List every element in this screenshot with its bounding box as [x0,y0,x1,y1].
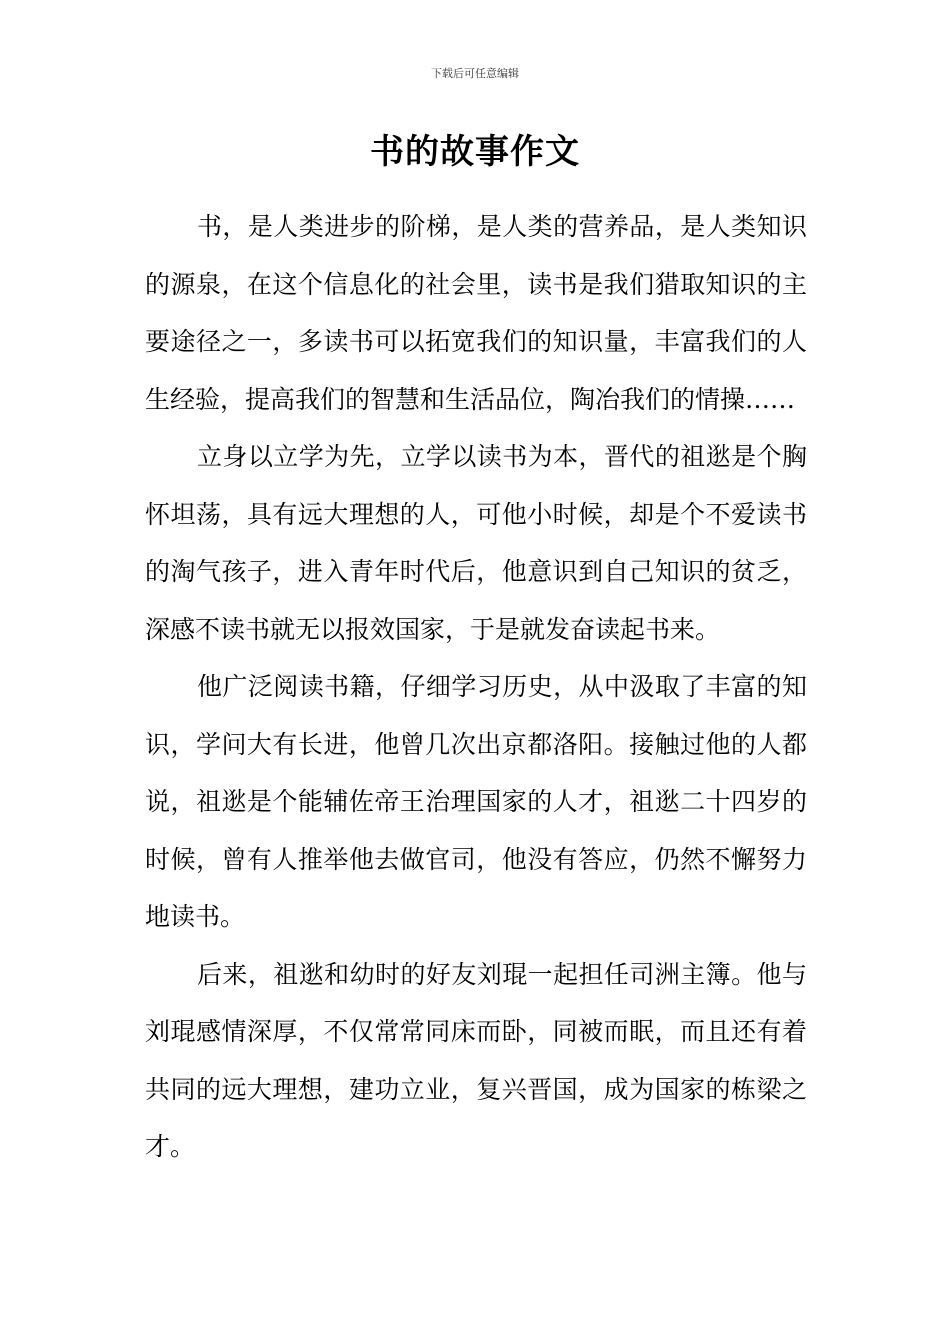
paragraph: 他广泛阅读书籍，仔细学习历史，从中汲取了丰富的知识，学问大有长进，他曾几次出京都洛阳。接触过他的人都说，祖逖是个能辅佐帝王治理国家的人才，祖逖二十四岁的时候，曾有人推举他去做官司，他没有答应，仍然不懈努力地读书。 [145,672,807,931]
document-body [145,198,807,1176]
paragraph: 立身以立学为先，立学以读书为本，晋代的祖逖是个胸怀坦荡，具有远大理想的人，可他小时候，却是个不爱读书的淘气孩子，进入青年时代后，他意识到自己知识的贫乏，深感不读书就无以报效国家，于是就发奋读起书来。 [145,442,807,644]
header-note: 下载后可任意编辑 [431,67,519,80]
document-title: 书的故事作文 [370,132,580,172]
paragraph: 后来，祖逖和幼时的好友刘琨一起担任司洲主簿。他与刘琨感情深厚，不仅常常同床而卧，同被而眠，而且还有着共同的远大理想，建功立业，复兴晋国，成为国家的栋梁之才。 [145,959,807,1161]
paragraph: 书，是人类进步的阶梯，是人类的营养品，是人类知识的源泉，在这个信息化的社会里，读书是我们猎取知识的主要途径之一，多读书可以拓宽我们的知识量，丰富我们的人生经验，提高我们的智慧和生活品位，陶冶我们的情操…… [145,212,807,414]
